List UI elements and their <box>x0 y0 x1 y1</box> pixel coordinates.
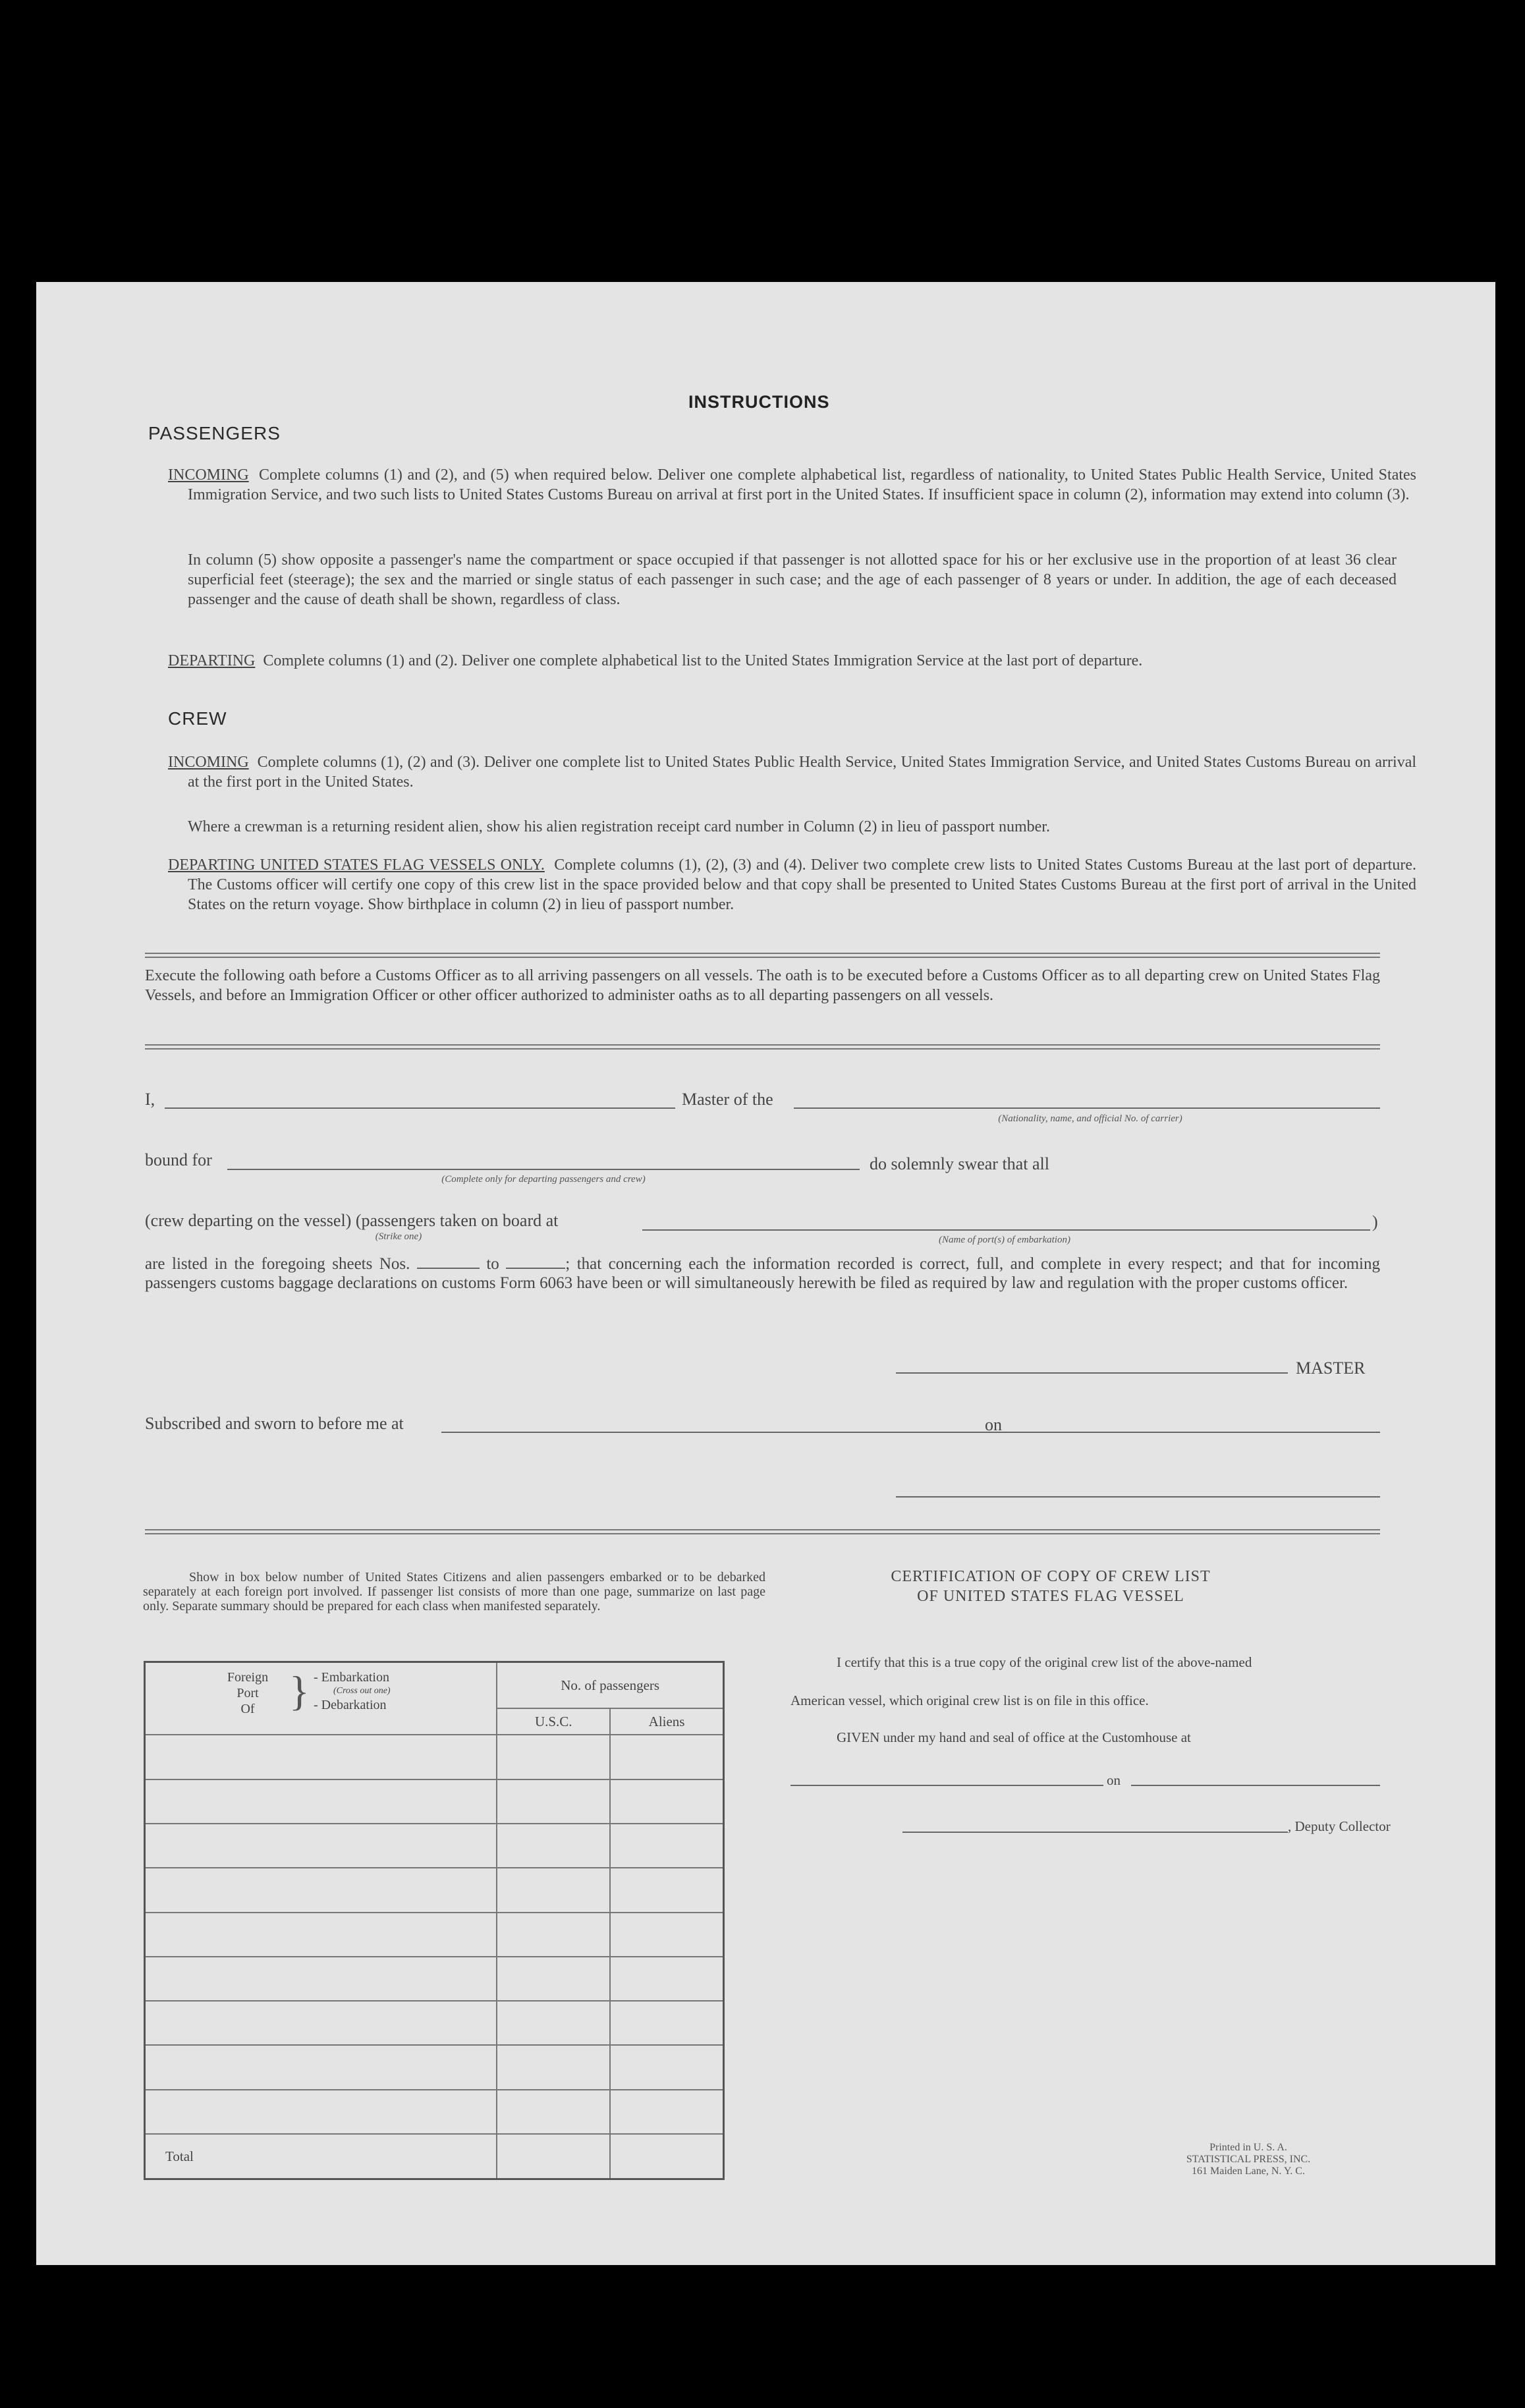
aliens-cell[interactable] <box>610 1824 723 1868</box>
of-label: Of <box>240 1702 255 1716</box>
master-name-field[interactable] <box>165 1107 675 1109</box>
crew-incoming-text: Complete columns (1), (2) and (3). Deliver one complete list to United States Public Health Service, United States Immigration Service, and United States Customs Bureau on arrival at the first port in the United States. <box>188 754 1417 791</box>
embarkation-port-field[interactable] <box>642 1229 1370 1231</box>
no-passengers-header: No. of passengers <box>497 1662 723 1708</box>
aliens-cell[interactable] <box>610 1913 723 1957</box>
aliens-cell[interactable] <box>610 1957 723 2001</box>
passengers-departing-paragraph <box>168 651 1416 671</box>
port-header-cell <box>145 1662 497 1735</box>
sheets-label: are listed in the foregoing sheets Nos. <box>145 1255 410 1273</box>
summary-instructions: Show in box below number of United States Citizens and alien passengers embarked or to be debarked separately at each foreign port involved. If passenger list consists of more than one page, summarize on last page only. Separate summary should be prepared for each class when manifested separately. <box>143 1570 765 1613</box>
port-cell[interactable] <box>145 1779 497 1824</box>
crew-returning-paragraph: Where a crewman is a returning resident alien, show his alien registration receipt card number in Column (2) in lieu of passport number. <box>188 818 1050 835</box>
aliens-cell[interactable] <box>610 1735 723 1779</box>
given-line: GIVEN under my hand and seal of office at the Customhouse at <box>837 1729 1191 1745</box>
aliens-cell[interactable] <box>610 2045 723 2089</box>
bound-for-label: bound for <box>145 1150 212 1169</box>
subscribed-label: Subscribed and sworn to before me at <box>145 1414 404 1433</box>
certification-title-line2: OF UNITED STATES FLAG VESSEL <box>917 1588 1184 1605</box>
passengers-incoming-text: Complete columns (1) and (2), and (5) when required below. Deliver one complete alphabetical list, regardless of nationality, to United States Public Health Service, United States Immigration Service, and two such lists to United States Customs Bureau on arrival at first port in the United States. If insufficient space in column (2), information may extend into column (3). <box>188 466 1417 503</box>
crew-departing-paragraph <box>168 855 1416 914</box>
divider <box>145 1044 1380 1050</box>
crew-heading: CREW <box>168 708 227 729</box>
passengers-incoming-paragraph <box>168 465 1416 505</box>
cert-date-field[interactable] <box>1131 1785 1380 1786</box>
usc-cell[interactable] <box>497 1735 610 1779</box>
master-label: MASTER <box>1296 1358 1366 1378</box>
port-label: Port <box>236 1686 259 1700</box>
total-usc-cell[interactable] <box>497 2134 610 2179</box>
total-aliens-cell[interactable] <box>610 2134 723 2179</box>
carrier-caption: (Nationality, name, and official No. of carrier) <box>998 1113 1182 1124</box>
port-cell[interactable] <box>145 1957 497 2001</box>
port-cell[interactable] <box>145 1735 497 1779</box>
embarkation-label: - Embarkation <box>314 1670 389 1685</box>
crew-incoming-paragraph <box>168 752 1416 792</box>
port-caption: (Name of port(s) of embarkation) <box>939 1235 1070 1245</box>
master-of-the-label: Master of the <box>682 1090 773 1109</box>
port-cell[interactable] <box>145 1913 497 1957</box>
sworn-date-field[interactable] <box>1005 1432 1380 1433</box>
aliens-cell[interactable] <box>610 2090 723 2134</box>
aliens-cell[interactable] <box>610 1779 723 1824</box>
total-label: Total <box>145 2134 497 2179</box>
usc-cell[interactable] <box>497 1779 610 1824</box>
printer-line2: STATISTICAL PRESS, INC. <box>1186 2154 1311 2165</box>
passengers-incoming-label: INCOMING <box>168 466 249 484</box>
sworn-location-field[interactable] <box>441 1432 1011 1433</box>
crew-departing-text: Complete columns (1), (2), (3) and (4). Deliver two complete crew lists to United States Customs Bureau at the last port of departure. The Customs officer will certify one copy of this crew list in the space provided below and that copy shall be presented to United States Customs Bureau at the first port of arrival in the United States on the return voyage. Show birthplace in column (2) in lieu of passport number. <box>188 856 1416 913</box>
column5-paragraph: In column (5) show opposite a passenger's name the compartment or space occupied if that passenger is not allotted space for his or her exclusive use in the proportion of at least 36 clear superficial feet (steerage); the sex and the married or single status of each passenger in such case; and the age of each passenger of 8 years or under. In addition, the age of each deceased passenger and the cause of death shall be shown, regardless of class. <box>188 551 1397 608</box>
aliens-cell[interactable] <box>610 1868 723 1912</box>
foreign-label: Foreign <box>227 1670 269 1685</box>
sheets-text: ; that concerning each the information recorded is correct, full, and complete in every respect; and that for incoming passengers customs baggage declarations on customs Form 6063 have been or will simultaneously herewith be filed as required by law and regulation with the proper customs officer. <box>145 1255 1381 1292</box>
page-title: INSTRUCTIONS <box>688 392 830 412</box>
master-signature-field[interactable] <box>896 1372 1288 1374</box>
divider <box>145 1529 1380 1534</box>
usc-cell[interactable] <box>497 2090 610 2134</box>
sheets-from-field[interactable] <box>417 1268 480 1269</box>
divider <box>145 953 1380 958</box>
sheets-paragraph <box>145 1254 1380 1293</box>
sheets-to-label: to <box>486 1255 499 1273</box>
carrier-field[interactable] <box>794 1107 1380 1109</box>
brace-icon: } <box>289 1667 310 1714</box>
swear-label: do solemnly swear that all <box>870 1154 1049 1173</box>
port-cell[interactable] <box>145 2090 497 2134</box>
port-cell[interactable] <box>145 2045 497 2089</box>
crew-incoming-label: INCOMING <box>168 754 249 771</box>
port-cell[interactable] <box>145 1824 497 1868</box>
summary-table <box>144 1661 725 2180</box>
usc-cell[interactable] <box>497 1957 610 2001</box>
aliens-header: Aliens <box>610 1708 723 1735</box>
certify-line1: I certify that this is a true copy of the original crew list of the above-named <box>837 1654 1252 1670</box>
usc-cell[interactable] <box>497 1824 610 1868</box>
usc-cell[interactable] <box>497 2001 610 2045</box>
sheets-to-field[interactable] <box>506 1268 565 1269</box>
strike-caption: (Strike one) <box>375 1231 422 1242</box>
printer-line3: 161 Maiden Lane, N. Y. C. <box>1192 2166 1305 2177</box>
port-cell[interactable] <box>145 1868 497 1912</box>
usc-cell[interactable] <box>497 1913 610 1957</box>
customhouse-field[interactable] <box>790 1785 1103 1786</box>
officer-signature-field[interactable] <box>896 1496 1380 1498</box>
close-paren: ) <box>1372 1212 1378 1231</box>
usc-cell[interactable] <box>497 2045 610 2089</box>
deputy-collector-label: , Deputy Collector <box>1288 1818 1391 1834</box>
passengers-heading: PASSENGERS <box>148 423 281 443</box>
bound-for-field[interactable] <box>227 1169 860 1170</box>
usc-cell[interactable] <box>497 1868 610 1912</box>
bound-caption: (Complete only for departing passengers and crew) <box>441 1174 646 1185</box>
debarkation-label: - Debarkation <box>314 1698 387 1712</box>
port-cell[interactable] <box>145 2001 497 2045</box>
crew-departing-label: DEPARTING UNITED STATES FLAG VESSELS ONLY. <box>168 856 545 874</box>
usc-header: U.S.C. <box>497 1708 610 1735</box>
certify-line2: American vessel, which original crew list is on file in this office. <box>790 1693 1149 1708</box>
oath-intro: Execute the following oath before a Customs Officer as to all arriving passengers on all vessels. The oath is to be executed before a Customs Officer as to all departing crew on United States Flag Vessels, and before an Immigration Officer or other officer authorized to administer oaths as to all departing passengers on all vessels. <box>145 967 1380 1004</box>
form-sheet <box>36 282 1495 2265</box>
passengers-departing-text: Complete columns (1) and (2). Deliver one complete alphabetical list to the United States Immigration Service at the last port of departure. <box>263 652 1143 669</box>
certification-title-line1: CERTIFICATION OF COPY OF CREW LIST <box>891 1568 1211 1585</box>
oath-i-label: I, <box>145 1090 155 1109</box>
cross-out-caption: (Cross out one) <box>333 1686 391 1696</box>
printer-imprint <box>1143 2142 1354 2177</box>
crew-departing-strike-label: (crew departing on the vessel) (passengers taken on board at <box>145 1211 559 1230</box>
certification-title <box>814 1567 1288 1606</box>
passengers-departing-label: DEPARTING <box>168 652 256 669</box>
printer-line1: Printed in U. S. A. <box>1209 2142 1287 2153</box>
deputy-signature-field[interactable] <box>902 1832 1288 1833</box>
cert-on-label: on <box>1107 1772 1121 1788</box>
aliens-cell[interactable] <box>610 2001 723 2045</box>
sworn-on-label: on <box>985 1415 1002 1434</box>
